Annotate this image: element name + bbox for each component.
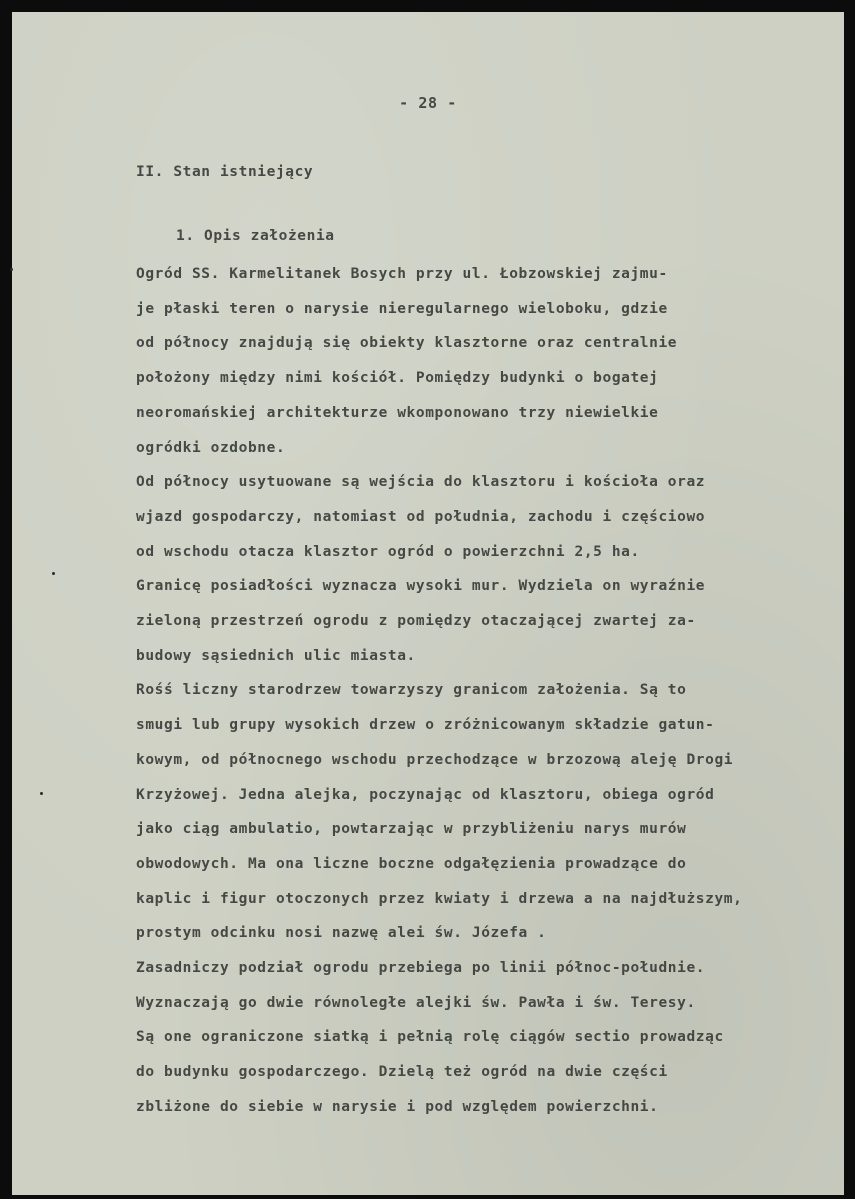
body-line: Granicę posiadłości wyznacza wysoki mur. Wydziela on wyraźnie: [136, 578, 706, 595]
page-number: - 28 -: [399, 94, 457, 112]
body-line: smugi lub grupy wysokich drzew o zróżnicowanym składzie gatun-: [136, 717, 715, 734]
body-line: wjazd gospodarczy, natomiast od południa, zachodu i częściowo: [136, 508, 706, 525]
body-line: kaplic i figur otoczonych przez kwiaty i drzewa a na najdłuższym,: [136, 890, 743, 907]
body-line: kowym, od północnego wschodu przechodzące w brzozową aleję Drogi: [136, 751, 734, 768]
scan-speck: [10, 268, 13, 271]
body-line: Wyznaczają go dwie równoległe alejki św. Pawła i św. Teresy.: [136, 994, 696, 1011]
body-line: położony między nimi kościół. Pomiędzy budynki o bogatej: [136, 370, 659, 387]
subsection-title: 1. Opis założenia: [176, 228, 335, 244]
typewritten-page: [12, 12, 844, 1195]
scan-speck: [40, 792, 43, 795]
body-line: Ogród SS. Karmelitanek Bosych przy ul. Łobzowskiej zajmu-: [136, 266, 668, 282]
body-line: Od północy usytuowane są wejścia do klasztoru i kościoła oraz: [136, 474, 706, 491]
body-line: Zasadniczy podział ogrodu przebiega po linii północ-południe.: [136, 960, 706, 976]
body-line: ogródki ozdobne.: [136, 439, 286, 456]
body-line: budowy sąsiednich ulic miasta.: [136, 647, 416, 664]
body-line: je płaski teren o narysie nieregularnego wieloboku, gdzie: [136, 300, 668, 317]
body-line: zieloną przestrzeń ogrodu z pomiędzy otaczającej zwartej za-: [136, 613, 696, 629]
body-line: od północy znajdują się obiekty klasztorne oraz centralnie: [136, 335, 678, 352]
body-line: zbliżone do siebie w narysie i pod względem powierzchni.: [136, 1098, 659, 1115]
body-line: Są one ograniczone siatką i pełnią rolę ciągów sectio prowadząc: [136, 1029, 724, 1046]
scan-speck: [52, 572, 55, 575]
body-line: jako ciąg ambulatio, powtarzając w przybliżeniu narys murów: [136, 821, 687, 838]
body-line: prostym odcinku nosi nazwę alei św. Józefa .: [136, 925, 547, 942]
body-line: od wschodu otacza klasztor ogród o powierzchni 2,5 ha.: [136, 543, 640, 560]
body-line: Rośś liczny starodrzew towarzyszy granicom założenia. Są to: [136, 682, 687, 699]
body-line: Krzyżowej. Jedna alejka, poczynając od klasztoru, obiega ogród: [136, 786, 715, 803]
body-line: obwodowych. Ma ona liczne boczne odgałęzienia prowadzące do: [136, 855, 687, 872]
body-line: neoromańskiej architekturze wkomponowano trzy niewielkie: [136, 404, 659, 421]
body-line: do budynku gospodarczego. Dzielą też ogród na dwie części: [136, 1064, 668, 1081]
section-title: II. Stan istniejący: [136, 164, 314, 180]
